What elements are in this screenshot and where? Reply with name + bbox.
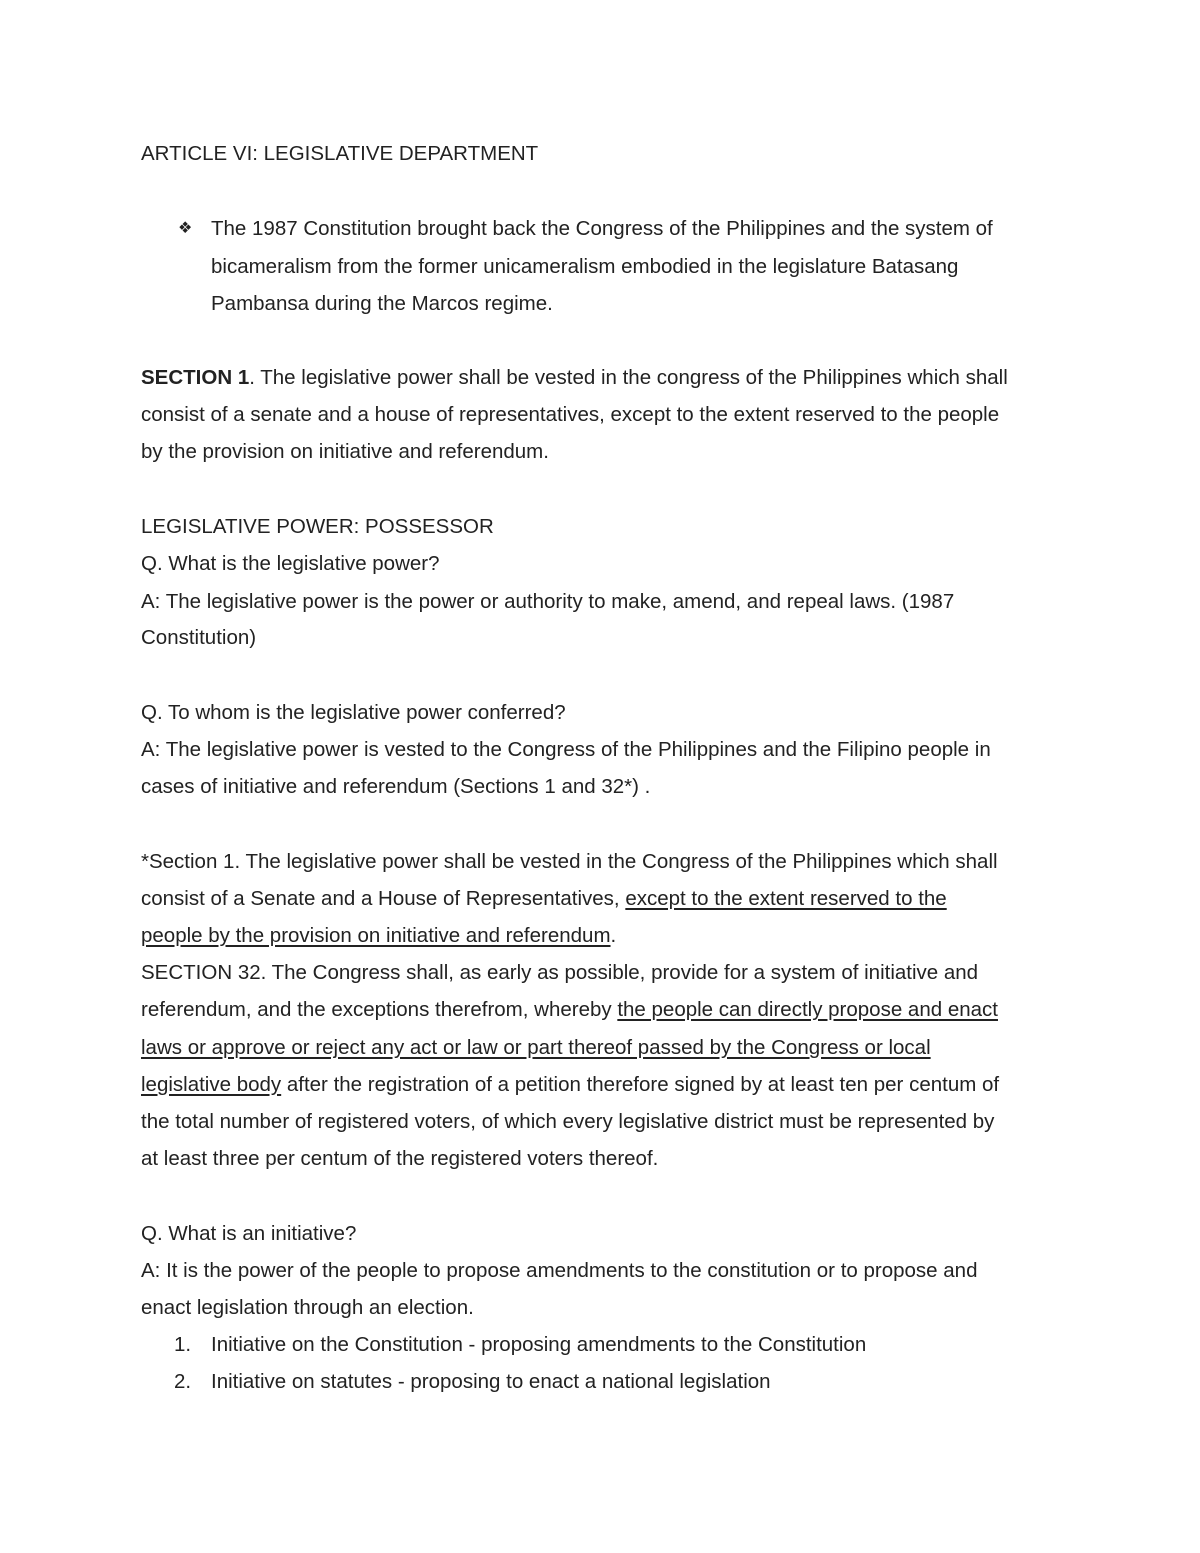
section32-line: at least three per centum of the registered voters thereof. <box>141 1147 659 1170</box>
answer-text: Constitution) <box>141 626 257 649</box>
section32-line <box>141 1036 931 1060</box>
answer-text: cases of initiative and referendum (Sections 1 and 32*) . <box>141 775 651 798</box>
underlined-text: except to the extent reserved to the <box>625 887 947 910</box>
section1-line: by the provision on initiative and referendum. <box>141 440 549 463</box>
answer-text: A: The legislative power is the power or authority to make, amend, and repeal laws. (1987 <box>141 590 955 613</box>
intro-bullet-line: bicameralism from the former unicameralism embodied in the legislature Batasang <box>211 255 959 278</box>
footnote-section1-line: *Section 1. The legislative power shall be vested in the Congress of the Philippines which shall <box>141 850 998 873</box>
section32-line <box>141 998 998 1022</box>
footnote-section1-line <box>141 887 947 911</box>
list-item: Initiative on statutes - proposing to enact a national legislation <box>211 1370 771 1393</box>
footnote-text: . <box>610 924 617 947</box>
section1-text: . The legislative power shall be vested in the congress of the Philippines which shall <box>249 366 1008 389</box>
diamond-bullet-icon: ❖ <box>178 220 193 237</box>
question-text: Q. To whom is the legislative power conferred? <box>141 701 566 724</box>
answer-text: enact legislation through an election. <box>141 1296 474 1319</box>
list-number: 1. <box>174 1333 192 1356</box>
underlined-text: the people can directly propose and enact <box>617 998 998 1021</box>
underlined-text: laws or approve or reject any act or law or part thereof passed by the Congress or local <box>141 1036 931 1059</box>
section1-line: consist of a senate and a house of representatives, except to the extent reserved to the people <box>141 403 1000 426</box>
section32-text: referendum, and the exceptions therefrom, whereby <box>141 998 618 1021</box>
footnote-text: consist of a Senate and a House of Representatives, <box>141 887 626 910</box>
section32-line <box>141 1073 999 1097</box>
answer-text: A: The legislative power is vested to the Congress of the Philippines and the Filipino people in <box>141 738 991 761</box>
intro-bullet-line: The 1987 Constitution brought back the Congress of the Philippines and the system of <box>211 217 993 240</box>
question-text: Q. What is the legislative power? <box>141 552 440 575</box>
section1-label: SECTION 1 <box>141 366 250 389</box>
section32-line: the total number of registered voters, of which every legislative district must be represented by <box>141 1110 995 1133</box>
possessor-heading: LEGISLATIVE POWER: POSSESSOR <box>141 515 494 538</box>
underlined-text: legislative body <box>141 1073 282 1096</box>
intro-bullet-line: Pambansa during the Marcos regime. <box>211 292 553 315</box>
underlined-text: people by the provision on initiative and referendum <box>141 924 611 947</box>
footnote-section1-line <box>141 924 616 948</box>
answer-text: A: It is the power of the people to propose amendments to the constitution or to propose and <box>141 1259 978 1282</box>
section32-line: SECTION 32. The Congress shall, as early as possible, provide for a system of initiative and <box>141 961 979 984</box>
list-item: Initiative on the Constitution - proposing amendments to the Constitution <box>211 1333 867 1356</box>
article-title: ARTICLE VI: LEGISLATIVE DEPARTMENT <box>141 142 539 165</box>
question-text: Q. What is an initiative? <box>141 1222 357 1245</box>
list-number: 2. <box>174 1370 192 1393</box>
section32-text: after the registration of a petition therefore signed by at least ten per centum of <box>281 1073 1000 1096</box>
section1-line <box>141 366 1008 390</box>
